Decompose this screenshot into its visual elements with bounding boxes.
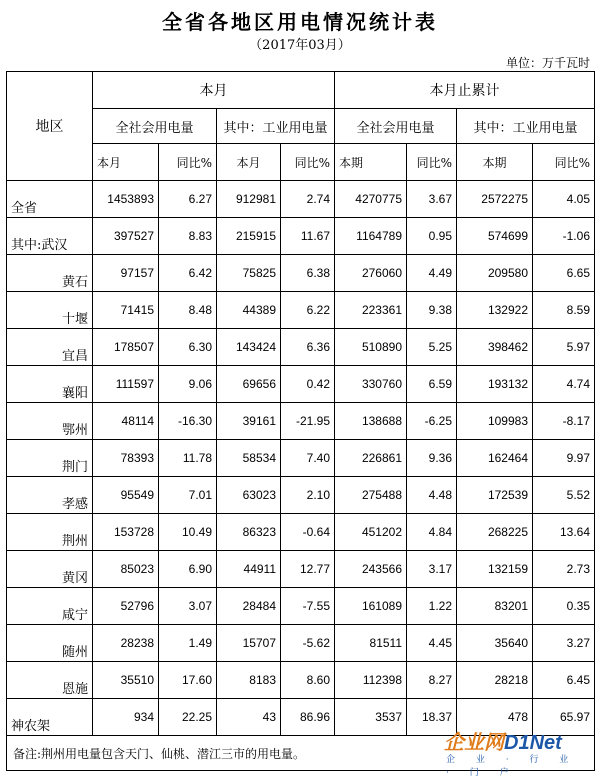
electricity-stats-table <box>6 71 595 771</box>
region-name: 十堰 <box>7 292 93 329</box>
cumulative-industrial-yoy-cell: 6.65 <box>533 255 595 292</box>
region-name: 恩施 <box>7 662 93 699</box>
cumulative-industrial-cell: 193132 <box>457 366 533 403</box>
cumulative-industrial-yoy-cell: 5.97 <box>533 329 595 366</box>
month-industrial-cell: 28484 <box>217 588 281 625</box>
cumulative-total-yoy-cell: 8.27 <box>407 662 457 699</box>
cumulative-industrial-yoy-cell: 4.05 <box>533 181 595 218</box>
watermark-logo-cn: 企业网 <box>444 732 504 754</box>
region-name: 鄂州 <box>7 403 93 440</box>
month-industrial-yoy-cell: 2.10 <box>281 477 335 514</box>
cumulative-total-header: 全社会用电量 <box>335 109 457 144</box>
month-total-cell: 1453893 <box>93 181 159 218</box>
table-row <box>7 366 595 403</box>
cumulative-industrial-cell: 478 <box>457 699 533 736</box>
table-row <box>7 403 595 440</box>
watermark-tagline: 企 业 · 行 业 · 门 户 <box>446 755 578 778</box>
table-row <box>7 514 595 551</box>
month-industrial-yoy-cell: -0.64 <box>281 514 335 551</box>
month-total-yoy-cell: 10.49 <box>159 514 217 551</box>
month-industrial-yoy-cell: 11.67 <box>281 218 335 255</box>
cumulative-industrial-yoy-cell: 6.45 <box>533 662 595 699</box>
month-industrial-cell: 39161 <box>217 403 281 440</box>
month-total-value-header: 本月 <box>93 144 159 181</box>
cumulative-total-yoy-cell: 4.45 <box>407 625 457 662</box>
month-total-yoy-cell: 1.49 <box>159 625 217 662</box>
cumulative-total-yoy-cell: 4.49 <box>407 255 457 292</box>
month-industrial-cell: 63023 <box>217 477 281 514</box>
region-name: 神农架 <box>7 699 93 736</box>
cumulative-industrial-yoy-cell: 13.64 <box>533 514 595 551</box>
site-watermark <box>420 722 596 778</box>
cumulative-industrial-cell: 109983 <box>457 403 533 440</box>
region-column-header: 地区 <box>7 72 93 181</box>
month-industrial-cell: 143424 <box>217 329 281 366</box>
table-note: 备注:荆州用电量包含天门、仙桃、潜江三市的用电量。 <box>7 736 595 771</box>
month-total-yoy-cell: 6.90 <box>159 551 217 588</box>
cumulative-total-cell: 276060 <box>335 255 407 292</box>
month-total-cell: 934 <box>93 699 159 736</box>
region-name: 其中:武汉 <box>7 218 93 255</box>
cumulative-total-cell: 81511 <box>335 625 407 662</box>
month-industrial-yoy-cell: -21.95 <box>281 403 335 440</box>
cumulative-total-yoy-header: 同比% <box>407 144 457 181</box>
cumulative-total-cell: 4270775 <box>335 181 407 218</box>
cumulative-industrial-cell: 209580 <box>457 255 533 292</box>
month-total-cell: 95549 <box>93 477 159 514</box>
month-industrial-yoy-cell: 2.74 <box>281 181 335 218</box>
cumulative-total-yoy-cell: -6.25 <box>407 403 457 440</box>
month-total-cell: 71415 <box>93 292 159 329</box>
cumulative-total-cell: 138688 <box>335 403 407 440</box>
month-total-yoy-cell: 8.83 <box>159 218 217 255</box>
month-total-yoy-cell: 3.07 <box>159 588 217 625</box>
month-total-cell: 111597 <box>93 366 159 403</box>
month-total-cell: 178507 <box>93 329 159 366</box>
region-name: 荆州 <box>7 514 93 551</box>
month-industrial-yoy-cell: 8.60 <box>281 662 335 699</box>
cumulative-total-cell: 3537 <box>335 699 407 736</box>
cumulative-industrial-yoy-header: 同比% <box>533 144 595 181</box>
cumulative-industrial-yoy-cell: 65.97 <box>533 699 595 736</box>
cumulative-industrial-cell: 35640 <box>457 625 533 662</box>
month-total-yoy-cell: 11.78 <box>159 440 217 477</box>
month-total-cell: 397527 <box>93 218 159 255</box>
month-industrial-cell: 43 <box>217 699 281 736</box>
cumulative-industrial-cell: 83201 <box>457 588 533 625</box>
page-title: 全省各地区用电情况统计表 <box>162 10 438 34</box>
month-total-cell: 28238 <box>93 625 159 662</box>
month-industrial-cell: 69656 <box>217 366 281 403</box>
cumulative-industrial-yoy-cell: -8.17 <box>533 403 595 440</box>
month-industrial-cell: 86323 <box>217 514 281 551</box>
month-industrial-yoy-cell: 0.42 <box>281 366 335 403</box>
cumulative-total-cell: 510890 <box>335 329 407 366</box>
region-name: 全省 <box>7 181 93 218</box>
cumulative-total-cell: 243566 <box>335 551 407 588</box>
cumulative-industrial-yoy-cell: 5.52 <box>533 477 595 514</box>
month-industrial-yoy-cell: 7.40 <box>281 440 335 477</box>
this-month-group-header: 本月 <box>93 72 335 109</box>
cumulative-total-yoy-cell: 0.95 <box>407 218 457 255</box>
cumulative-total-yoy-cell: 9.38 <box>407 292 457 329</box>
cumulative-industrial-yoy-cell: 3.27 <box>533 625 595 662</box>
cumulative-total-cell: 223361 <box>335 292 407 329</box>
month-total-yoy-cell: 17.60 <box>159 662 217 699</box>
table-row <box>7 329 595 366</box>
cumulative-industrial-cell: 268225 <box>457 514 533 551</box>
cumulative-total-yoy-cell: 4.84 <box>407 514 457 551</box>
cumulative-industrial-cell: 2572275 <box>457 181 533 218</box>
cumulative-total-yoy-cell: 3.67 <box>407 181 457 218</box>
month-total-yoy-cell: 6.42 <box>159 255 217 292</box>
region-name: 黄冈 <box>7 551 93 588</box>
cumulative-total-yoy-cell: 1.22 <box>407 588 457 625</box>
watermark-logo <box>444 726 562 755</box>
cumulative-total-cell: 226861 <box>335 440 407 477</box>
cumulative-industrial-cell: 132159 <box>457 551 533 588</box>
month-industrial-yoy-cell: 6.22 <box>281 292 335 329</box>
month-total-header: 全社会用电量 <box>93 109 217 144</box>
month-industrial-cell: 912981 <box>217 181 281 218</box>
cumulative-industrial-cell: 28218 <box>457 662 533 699</box>
table-row <box>7 588 595 625</box>
cumulative-industrial-yoy-cell: 9.97 <box>533 440 595 477</box>
month-total-yoy-cell: 7.01 <box>159 477 217 514</box>
month-total-yoy-cell: 6.27 <box>159 181 217 218</box>
month-industrial-cell: 44389 <box>217 292 281 329</box>
month-industrial-cell: 44911 <box>217 551 281 588</box>
month-industrial-yoy-cell: -5.62 <box>281 625 335 662</box>
table-row <box>7 255 595 292</box>
region-name: 宜昌 <box>7 329 93 366</box>
cumulative-industrial-cell: 132922 <box>457 292 533 329</box>
month-industrial-cell: 15707 <box>217 625 281 662</box>
cumulative-total-cell: 275488 <box>335 477 407 514</box>
cumulative-industrial-header: 其中：工业用电量 <box>457 109 595 144</box>
region-name: 孝感 <box>7 477 93 514</box>
cumulative-industrial-yoy-cell: 4.74 <box>533 366 595 403</box>
month-industrial-cell: 8183 <box>217 662 281 699</box>
month-industrial-yoy-header: 同比% <box>281 144 335 181</box>
cumulative-total-yoy-cell: 6.59 <box>407 366 457 403</box>
month-industrial-yoy-cell: 6.38 <box>281 255 335 292</box>
cumulative-total-yoy-cell: 3.17 <box>407 551 457 588</box>
cumulative-total-value-header: 本期 <box>335 144 407 181</box>
month-industrial-yoy-cell: -7.55 <box>281 588 335 625</box>
month-industrial-yoy-cell: 12.77 <box>281 551 335 588</box>
cumulative-industrial-cell: 162464 <box>457 440 533 477</box>
cumulative-total-yoy-cell: 18.37 <box>407 699 457 736</box>
cumulative-industrial-yoy-cell: -1.06 <box>533 218 595 255</box>
cumulative-total-cell: 112398 <box>335 662 407 699</box>
cumulative-total-cell: 161089 <box>335 588 407 625</box>
table-row <box>7 477 595 514</box>
table-row <box>7 662 595 699</box>
cumulative-total-yoy-cell: 5.25 <box>407 329 457 366</box>
cumulative-total-cell: 451202 <box>335 514 407 551</box>
cumulative-industrial-cell: 398462 <box>457 329 533 366</box>
region-name: 咸宁 <box>7 588 93 625</box>
month-total-yoy-cell: -16.30 <box>159 403 217 440</box>
month-total-cell: 153728 <box>93 514 159 551</box>
month-total-cell: 78393 <box>93 440 159 477</box>
unit-label: 单位：万千瓦时 <box>505 56 590 70</box>
month-total-cell: 52796 <box>93 588 159 625</box>
cumulative-total-cell: 1164789 <box>335 218 407 255</box>
cumulative-group-header: 本月止累计 <box>335 72 595 109</box>
month-industrial-yoy-cell: 6.36 <box>281 329 335 366</box>
region-name: 黄石 <box>7 255 93 292</box>
month-total-cell: 35510 <box>93 662 159 699</box>
region-name: 襄阳 <box>7 366 93 403</box>
table-row <box>7 440 595 477</box>
month-total-yoy-cell: 9.06 <box>159 366 217 403</box>
month-industrial-cell: 58534 <box>217 440 281 477</box>
report-period: （2017年03月） <box>249 38 351 53</box>
table-row <box>7 218 595 255</box>
month-total-cell: 85023 <box>93 551 159 588</box>
month-total-cell: 97157 <box>93 255 159 292</box>
table-row <box>7 625 595 662</box>
region-name: 荆门 <box>7 440 93 477</box>
table-row <box>7 181 595 218</box>
cumulative-total-cell: 330760 <box>335 366 407 403</box>
cumulative-total-yoy-cell: 4.48 <box>407 477 457 514</box>
cumulative-industrial-value-header: 本期 <box>457 144 533 181</box>
cumulative-industrial-cell: 172539 <box>457 477 533 514</box>
month-industrial-cell: 75825 <box>217 255 281 292</box>
region-name: 随州 <box>7 625 93 662</box>
table-row <box>7 551 595 588</box>
cumulative-industrial-cell: 574699 <box>457 218 533 255</box>
cumulative-industrial-yoy-cell: 0.35 <box>533 588 595 625</box>
cumulative-total-yoy-cell: 9.36 <box>407 440 457 477</box>
month-industrial-value-header: 本月 <box>217 144 281 181</box>
month-total-yoy-cell: 22.25 <box>159 699 217 736</box>
table-row <box>7 292 595 329</box>
watermark-logo-en: D1Net <box>504 732 562 754</box>
month-total-yoy-header: 同比% <box>159 144 217 181</box>
month-total-yoy-cell: 6.30 <box>159 329 217 366</box>
cumulative-industrial-yoy-cell: 8.59 <box>533 292 595 329</box>
month-industrial-cell: 215915 <box>217 218 281 255</box>
month-total-yoy-cell: 8.48 <box>159 292 217 329</box>
month-total-cell: 48114 <box>93 403 159 440</box>
month-industrial-header: 其中：工业用电量 <box>217 109 335 144</box>
cumulative-industrial-yoy-cell: 2.73 <box>533 551 595 588</box>
month-industrial-yoy-cell: 86.96 <box>281 699 335 736</box>
